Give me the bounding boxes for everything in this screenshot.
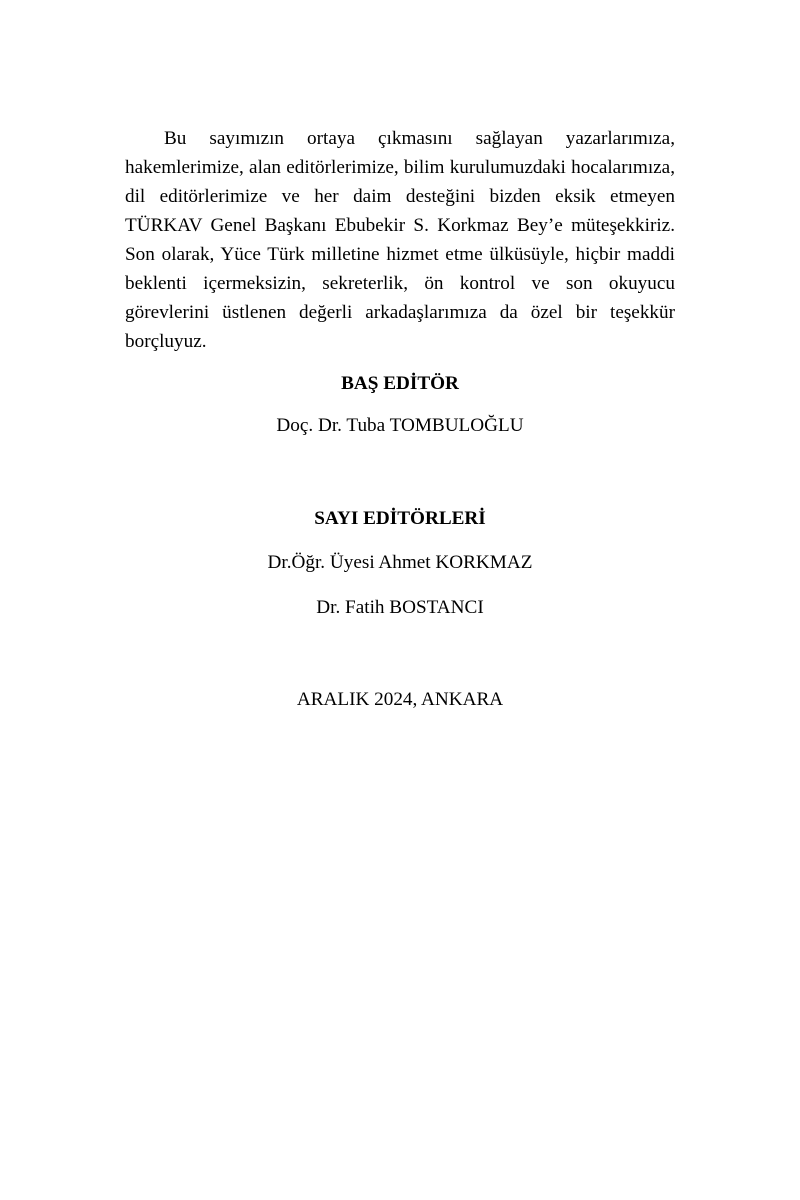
- chief-editor-name: Doç. Dr. Tuba TOMBULOĞLU: [276, 415, 524, 436]
- issue-editor-name: Dr.Öğr. Üyesi Ahmet KORKMAZ: [267, 552, 533, 573]
- issue-editor-name: Dr. Fatih BOSTANCI: [316, 597, 484, 618]
- date-place: ARALIK 2024, ANKARA: [296, 689, 504, 710]
- acknowledgement-paragraph: Bu sayımızın ortaya çıkmasını sağlayan yazarlarımıza, hakemlerimize, alan editörlerimize, bilim kurulumuzdaki hocalarımıza, dil editörlerimize ve her daim desteğini bizden eksik etmeyen TÜRKAV Genel Başkanı Ebubekir S. Korkmaz Bey’e müteşekkiriz. Son olarak, Yüce Türk milletine hizmet etme ülküsüyle, hiçbir maddi beklenti içermeksizin, sekreterlik, ön kontrol ve son okuyucu görevlerini üstlenen değerli arkadaşlarımıza da özel bir teşekkür borçluyuz.: [125, 128, 675, 352]
- chief-editor-heading: BAŞ EDİTÖR: [341, 373, 459, 394]
- issue-editors-heading: SAYI EDİTÖRLERİ: [314, 508, 486, 529]
